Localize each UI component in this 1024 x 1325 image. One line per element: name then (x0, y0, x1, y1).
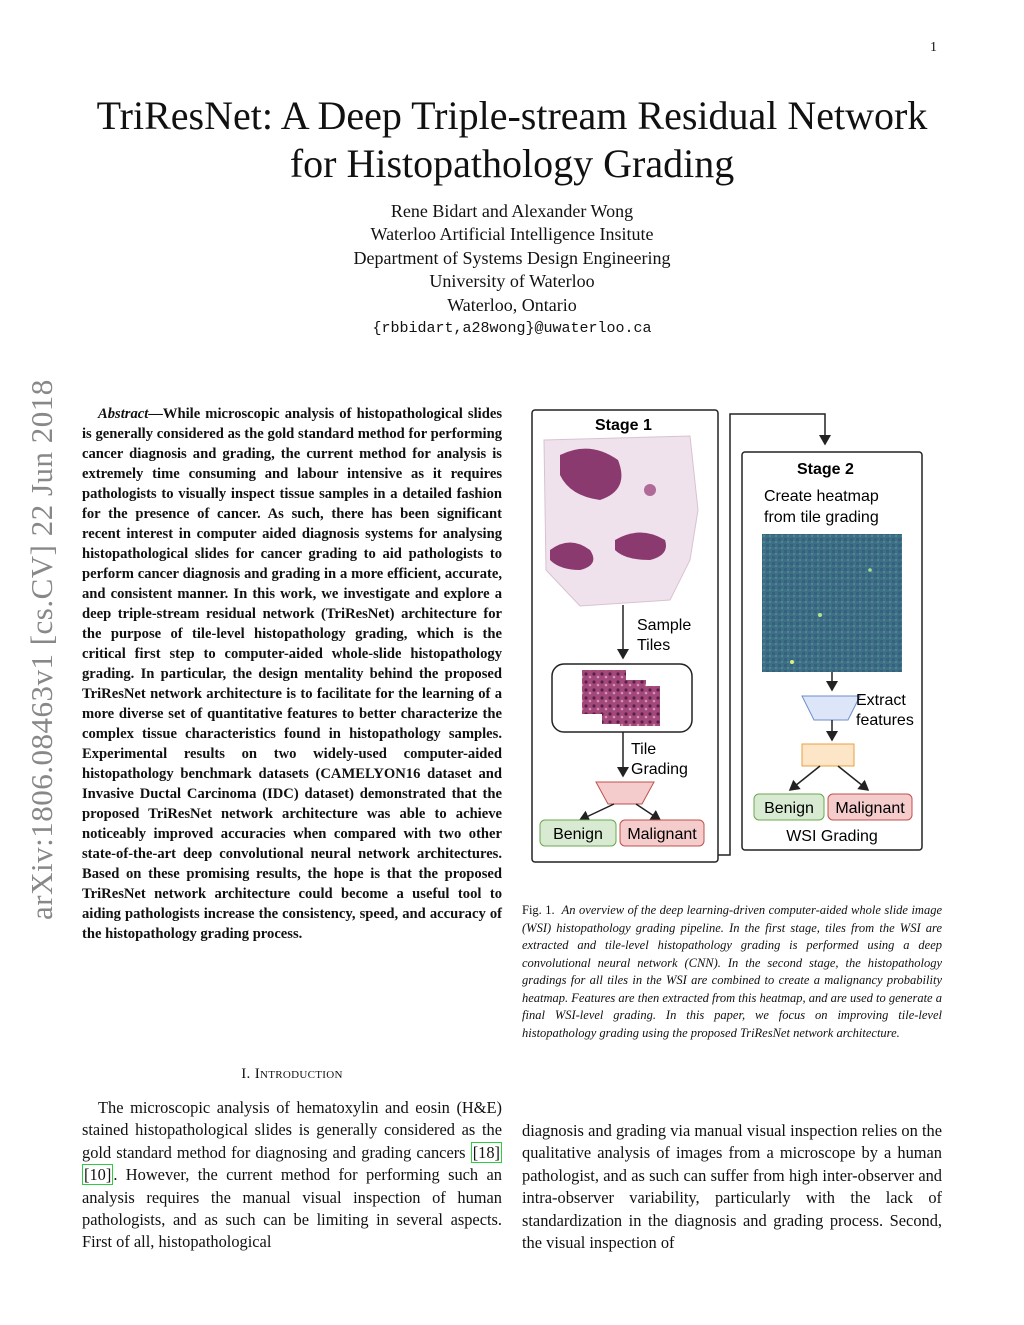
section-number: I. (241, 1066, 251, 1082)
author-names: Rene Bidart and Alexander Wong (390, 201, 634, 221)
sample-tiles-label-2: Tiles (637, 637, 671, 654)
abstract (82, 404, 502, 944)
extract-features-label-1: Extract (856, 692, 906, 709)
stage1-benign-label: Benign (553, 826, 603, 843)
tile-image-3 (620, 686, 660, 726)
wsi-slide-image (544, 436, 698, 606)
abstract-text: —While microscopic analysis of histopathological slides is generally considered as the gold standard method for performing cancer diagnosis and grading, the current method for analysis is extremely time consuming and labour intensive as it requires pathologists to visually inspect tissue samples in a detailed fashion for the presence of cancer. As such, there has been significant recent interest in computer aided diagnosis systems for analysing histopathological slides for cancer grading to aid pathologists to perform cancer diagnosis and grading in a more efficient, accurate, and consistent manner. In this work, we investigate and explore a deep triple-stream residual network (TriResNet) architecture for the purpose of tile-level histopathology grading, which is the critical first step to computer-aided whole-slide histopathology grading. In particular, the design mentality behind the proposed TriResNet network architecture is to facilitate for the learning of a more diverse set of quantitative features to better characterize the complex tissue characteristics found in histopathology samples. Experimental results on two widely-used computer-aided histopathology benchmark datasets (CAMELYON16 dataset and Invasive Ductal Carcinoma (IDC) dataset) demonstrated that the proposed TriResNet network architecture was able to achieve noticeably improved accuracies when compared with two other state-of-the-art deep convolutional neural network architectures. Based on these promising results, the hope is that the proposed TriResNet network architecture could become a useful tool to aiding pathologists increase the consistency, speed, and accuracy of the histopathology grading process. (82, 406, 502, 942)
extract-features-label-2: features (856, 712, 914, 729)
paper-title (60, 92, 964, 188)
intro-paragraph (82, 1097, 502, 1254)
stage2-benign-label: Benign (764, 800, 814, 817)
pipeline-diagram (520, 400, 940, 880)
affiliation-institute: Waterloo Artificial Intelligence Insitute (370, 224, 654, 245)
figure-caption (522, 902, 942, 1042)
affiliation-location: Waterloo, Ontario (447, 294, 577, 315)
wsi-grading-label: WSI Grading (786, 828, 878, 845)
section-heading (82, 1066, 502, 1083)
feature-extractor (802, 696, 860, 720)
heatmap-label-1: Create heatmap (764, 488, 879, 505)
heatmap-image (762, 534, 902, 672)
intro-text-2: . However, the current method for performing such an analysis requires the manual visual inspection of human pathologists, and as such can be limiting in several aspects. First of all, histopathological (82, 1165, 502, 1252)
citation-18[interactable]: [18] (472, 1142, 500, 1162)
author-block (212, 200, 812, 340)
affiliation-university: University of Waterloo (429, 271, 595, 292)
intro-paragraph-continued: diagnosis and grading via manual visual inspection relies on the qualitative analysis of images from a microscope by a human pathologist, and as such can suffer from high inter-observer and intra-observer variability, particularly with the lack of standardization in the diagnosis and grading process. Second, the visual inspection of (522, 1121, 942, 1253)
affiliation-department: Department of Systems Design Engineering (353, 247, 671, 268)
stage2-malignant-label: Malignant (835, 800, 905, 817)
arxiv-identifier[interactable]: arXiv:1806.08463v1 [cs.CV] 22 Jun 2018 (24, 379, 59, 920)
caption-label: Fig. 1. (522, 903, 555, 917)
section-title: Introduction (254, 1066, 343, 1082)
sample-tiles-label-1: Sample (637, 617, 692, 634)
citation-10[interactable]: [10] (84, 1165, 112, 1185)
stage1-malignant-label: Malignant (627, 826, 697, 843)
feature-vector (802, 744, 854, 766)
cnn-classifier-stage1 (596, 782, 654, 804)
figure-1-pipeline (520, 400, 940, 880)
title-line-1: TriResNet: A Deep Triple-stream Residual Network (96, 93, 928, 138)
title-line-2: for Histopathology Grading (289, 141, 735, 186)
heatmap-label-2: from tile grading (764, 509, 879, 526)
tile-grading-label-2: Grading (631, 761, 688, 778)
tile-grading-label-1: Tile (631, 741, 657, 758)
page-number: 1 (930, 40, 937, 55)
caption-text: An overview of the deep learning-driven computer-aided whole slide image (WSI) histopathology grading pipeline. In the first stage, tiles from the WSI are extracted and tile-level histopathology grading is performed using a deep convolutional neural network (CNN). In the second stage, the histopathology gradings for all tiles in the WSI are combined to create a malignancy probability heatmap. Features are then extracted from this heatmap, and are used to generate a final WSI-level grading. In this paper, we focus on improving tile-level histopathology grading using the proposed TriResNet network architecture. (522, 903, 942, 1040)
intro-text-1: The microscopic analysis of hematoxylin and eosin (H&E) stained histopathological slides is generally considered as the gold standard method for diagnosing and grading cancers (82, 1098, 502, 1162)
stage2-label: Stage 2 (797, 461, 854, 478)
author-email[interactable]: {rbbidart,a28wong}@uwaterloo.ca (372, 320, 652, 338)
stage1-label: Stage 1 (595, 417, 652, 434)
abstract-label: Abstract (98, 406, 149, 422)
